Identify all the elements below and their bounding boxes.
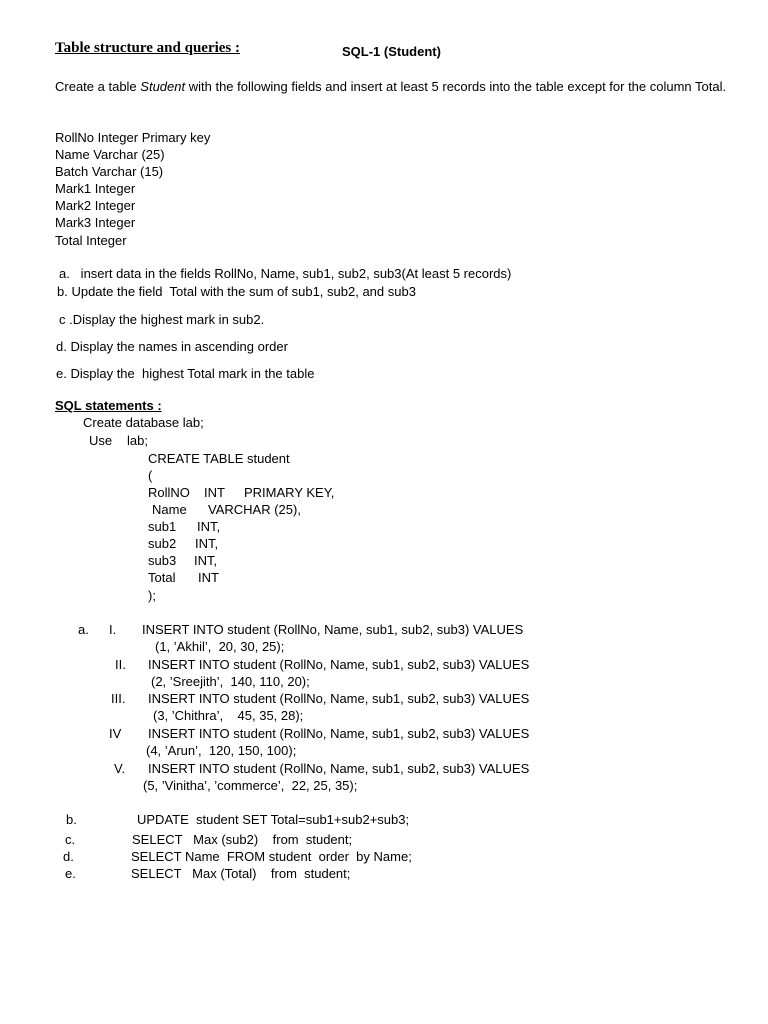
field-item: Total Integer bbox=[55, 233, 127, 248]
answer-b-statement: UPDATE student SET Total=sub1+sub2+sub3; bbox=[137, 812, 410, 827]
column-name: sub2 bbox=[148, 536, 177, 551]
column-name: sub3 bbox=[148, 553, 177, 568]
insert-number: IV bbox=[109, 726, 122, 741]
field-item: Mark3 Integer bbox=[55, 215, 136, 230]
intro-prefix: Create a table bbox=[55, 79, 141, 94]
task-c: c .Display the highest mark in sub2. bbox=[59, 312, 265, 327]
insert-statement: INSERT INTO student (RollNo, Name, sub1, sub2, sub3) VALUES bbox=[148, 761, 530, 776]
answer-a-label: a. bbox=[78, 622, 89, 637]
intro-table-name: Student bbox=[140, 79, 186, 94]
column-name: Name bbox=[152, 502, 187, 517]
sql-create-db: Create database lab; bbox=[83, 415, 204, 430]
insert-number: V. bbox=[114, 761, 126, 776]
task-e: e. Display the highest Total mark in the table bbox=[56, 366, 315, 381]
column-type: INT bbox=[198, 570, 219, 585]
answer-b-label: b. bbox=[66, 812, 77, 827]
answer-e-statement: SELECT Max (Total) from student; bbox=[131, 866, 351, 881]
page-title: SQL-1 (Student) bbox=[342, 44, 441, 59]
task-d: d. Display the names in ascending order bbox=[56, 339, 288, 354]
sql-heading: SQL statements : bbox=[55, 398, 162, 413]
field-item: Mark1 Integer bbox=[55, 181, 136, 196]
intro-suffix: with the following fields and insert at least 5 records into the table except for the column Total. bbox=[185, 79, 727, 94]
insert-values: (1, ’Akhil’, 20, 30, 25); bbox=[155, 639, 285, 654]
insert-number: III. bbox=[111, 691, 126, 706]
field-item: Batch Varchar (15) bbox=[55, 164, 164, 179]
column-type: INT, bbox=[195, 536, 219, 551]
intro-paragraph bbox=[55, 78, 745, 95]
insert-values: (5, ’Vinitha’, ’commerce’, 22, 25, 35); bbox=[143, 778, 358, 793]
insert-statement: INSERT INTO student (RollNo, Name, sub1, sub2, sub3) VALUES bbox=[142, 622, 524, 637]
sql-use-db: lab; bbox=[127, 433, 148, 448]
column-name: RollNO bbox=[148, 485, 190, 500]
answer-d-statement: SELECT Name FROM student order by Name; bbox=[131, 849, 412, 864]
answer-d-label: d. bbox=[63, 849, 74, 864]
sql-open-paren: ( bbox=[148, 468, 153, 483]
insert-statement: INSERT INTO student (RollNo, Name, sub1, sub2, sub3) VALUES bbox=[148, 691, 530, 706]
sql-create-table: CREATE TABLE student bbox=[148, 451, 290, 466]
column-type: INT, bbox=[194, 553, 218, 568]
insert-statement: INSERT INTO student (RollNo, Name, sub1, sub2, sub3) VALUES bbox=[148, 726, 530, 741]
column-type: INT, bbox=[197, 519, 221, 534]
insert-number: I. bbox=[109, 622, 117, 637]
column-name: Total bbox=[148, 570, 176, 585]
insert-statement: INSERT INTO student (RollNo, Name, sub1, sub2, sub3) VALUES bbox=[148, 657, 530, 672]
insert-values: (3, ’Chithra’, 45, 35, 28); bbox=[153, 708, 304, 723]
sql-close-paren: ); bbox=[148, 588, 156, 603]
task-a: a. insert data in the fields RollNo, Name, sub1, sub2, sub3(At least 5 records) bbox=[59, 266, 512, 281]
column-constraint: PRIMARY KEY, bbox=[244, 485, 335, 500]
column-name: sub1 bbox=[148, 519, 177, 534]
insert-values: (4, ’Arun’, 120, 150, 100); bbox=[146, 743, 297, 758]
answer-c-statement: SELECT Max (sub2) from student; bbox=[132, 832, 353, 847]
column-type: VARCHAR (25), bbox=[208, 502, 301, 517]
answer-c-label: c. bbox=[65, 832, 76, 847]
answer-e-label: e. bbox=[65, 866, 76, 881]
insert-number: II. bbox=[115, 657, 126, 672]
field-item: Name Varchar (25) bbox=[55, 147, 165, 162]
column-type: INT bbox=[204, 485, 225, 500]
section-heading: Table structure and queries : bbox=[55, 40, 241, 56]
insert-values: (2, ’Sreejith’, 140, 110, 20); bbox=[151, 674, 310, 689]
field-item: Mark2 Integer bbox=[55, 198, 136, 213]
task-b: b. Update the field Total with the sum of sub1, sub2, and sub3 bbox=[57, 284, 416, 299]
field-item: RollNo Integer Primary key bbox=[55, 130, 211, 145]
sql-use-keyword: Use bbox=[89, 433, 113, 448]
